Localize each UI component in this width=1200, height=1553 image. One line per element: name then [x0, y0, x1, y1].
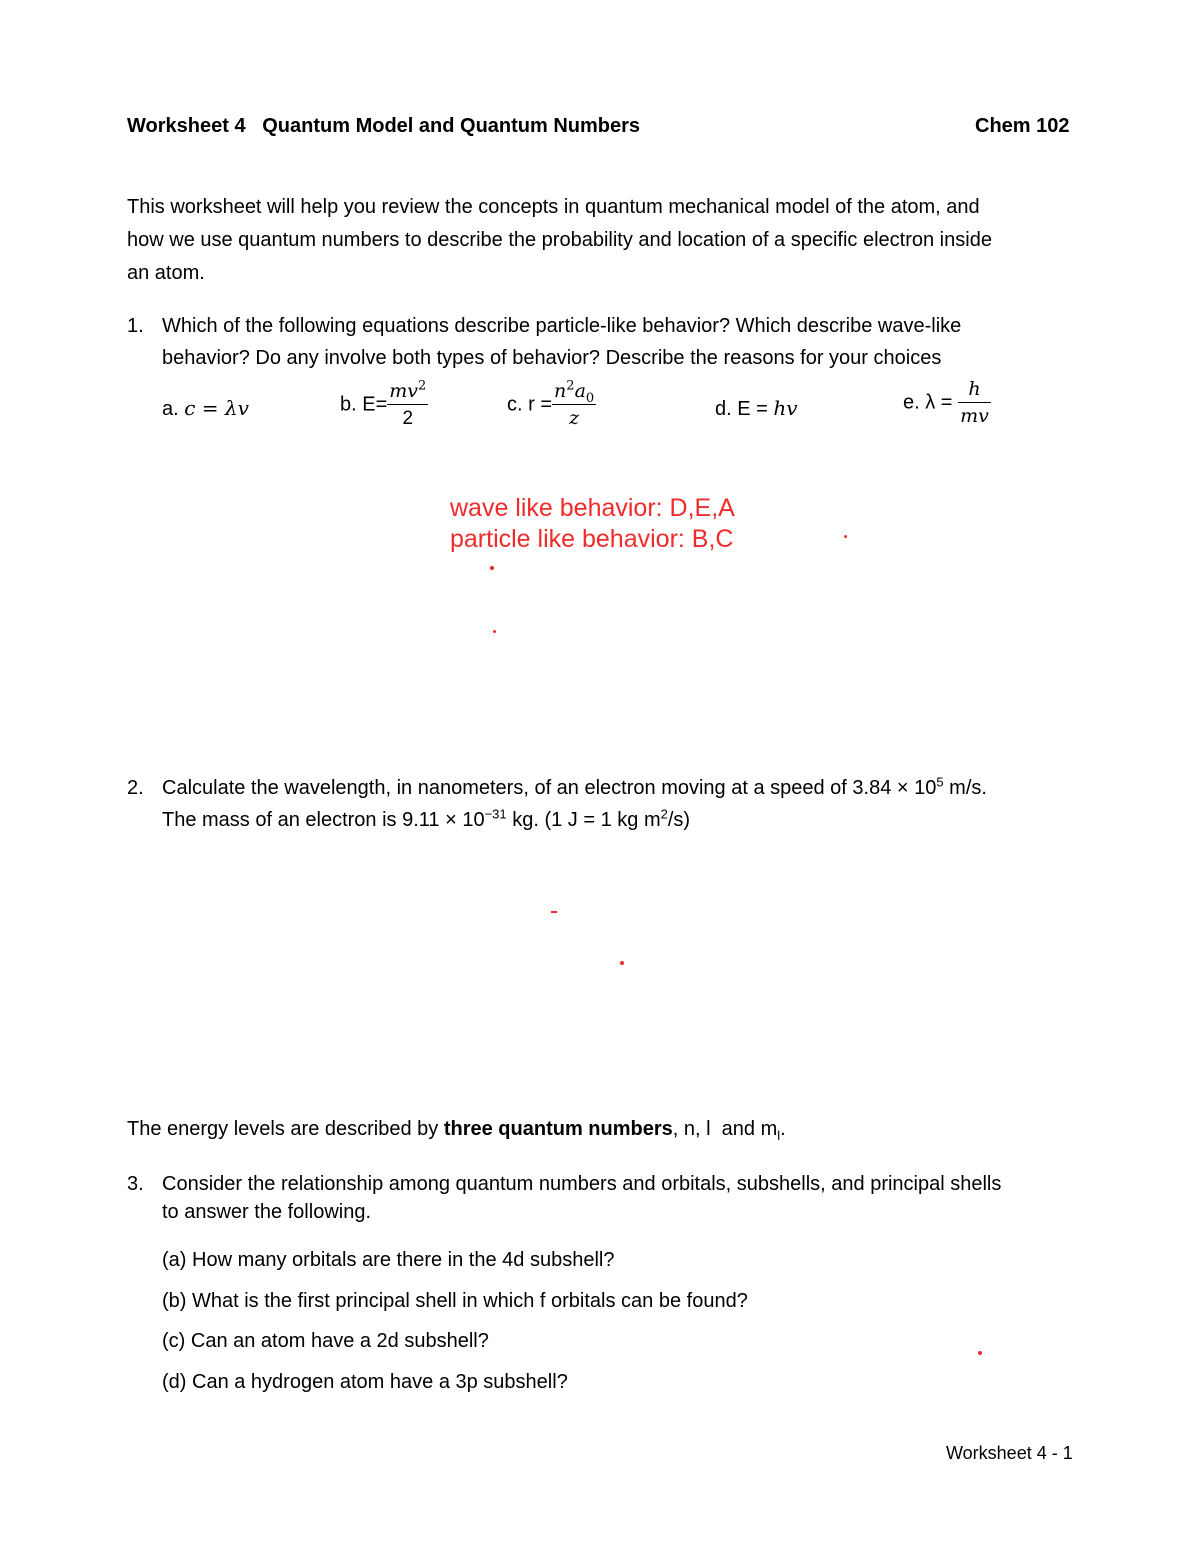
energy-text-bold: three quantum numbers	[443, 1118, 673, 1140]
ml-subscript: l	[777, 1128, 781, 1143]
annotation-dot	[844, 535, 847, 538]
q2-mass-unit: kg. (1 J = 1 kg m	[506, 809, 661, 831]
option-b-fraction: $\frac{mv^2}{2}$	[389, 378, 427, 429]
q3-part-a: (a) How many orbitals are there in the 4d subshell?	[162, 1249, 615, 1271]
annotation-dot	[620, 961, 624, 965]
option-a-equation: c = λv	[184, 396, 249, 420]
page-footer: Worksheet 4 - 1	[946, 1443, 1073, 1463]
q2-line-2	[162, 806, 691, 832]
q1-option-a	[162, 396, 249, 421]
q2-mass-exponent: −31	[484, 806, 507, 822]
q1-option-b	[340, 378, 428, 429]
worksheet-title: Worksheet 4 Quantum Model and Quantum Numbers	[127, 115, 641, 137]
q3-line-2: to answer the following.	[162, 1201, 372, 1223]
q3-part-d: (d) Can a hydrogen atom have a 3p subshell?	[162, 1371, 568, 1393]
q3-part-c: (c) Can an atom have a 2d subshell?	[162, 1330, 489, 1352]
option-d-equation: hv	[773, 396, 798, 420]
q1-answer-wave: wave like behavior: D,E,A	[450, 494, 735, 522]
q3-line-1: Consider the relationship among quantum numbers and orbitals, subshells, and principal shells	[162, 1173, 1002, 1195]
option-d-prefix: E =	[737, 398, 774, 420]
energy-text-start: The energy levels are described by	[127, 1118, 444, 1140]
q1-option-c	[507, 378, 596, 429]
energy-text-end: , n, l and m	[672, 1118, 778, 1140]
q2-speed-unit: m/s.	[943, 777, 987, 799]
q2-number: 2.	[127, 777, 144, 799]
intro-line-1: This worksheet will help you review the concepts in quantum mechanical model of the atom, and	[127, 196, 980, 218]
annotation-dash	[551, 911, 557, 913]
q2-m-exponent: 2	[660, 806, 668, 822]
q2-line-2-text: The mass of an electron is 9.11 × 10	[162, 809, 485, 831]
option-e-fraction: $\frac{h}{mv}$	[960, 378, 989, 427]
annotation-dot	[978, 1351, 982, 1355]
option-e-prefix: λ =	[925, 391, 953, 414]
q3-number: 3.	[127, 1173, 144, 1195]
annotation-dot	[490, 566, 494, 570]
option-a-label: a.	[162, 398, 179, 420]
option-d-label: d.	[715, 398, 732, 420]
q1-number: 1.	[127, 315, 144, 337]
q3-part-b: (b) What is the first principal shell in which f orbitals can be found?	[162, 1290, 748, 1312]
intro-line-3: an atom.	[127, 262, 205, 284]
q1-answer-particle: particle like behavior: B,C	[450, 525, 734, 553]
option-c-label: c.	[507, 393, 523, 416]
q2-line-1-text: Calculate the wavelength, in nanometers, of an electron moving at a speed of 3.84 × 10	[162, 777, 937, 799]
q2-closing: /s)	[667, 809, 691, 831]
annotation-dot	[493, 630, 496, 633]
q1-line-1: Which of the following equations describe particle-like behavior? Which describe wave-like	[162, 315, 962, 337]
q2-speed-exponent: 5	[936, 774, 944, 790]
energy-levels-statement	[127, 1118, 786, 1141]
q1-option-d	[715, 396, 798, 421]
course-label: Chem 102	[975, 115, 1070, 137]
intro-line-2: how we use quantum numbers to describe the probability and location of a specific electron inside	[127, 229, 992, 251]
option-b-prefix: E=	[362, 393, 388, 416]
q1-line-2: behavior? Do any involve both types of behavior? Describe the reasons for your choices	[162, 347, 942, 369]
option-e-label: e.	[903, 391, 920, 414]
option-c-prefix: r =	[528, 393, 553, 416]
q1-option-e	[903, 380, 991, 426]
option-c-fraction: $\frac{n^2a_0}{z}$	[554, 378, 595, 429]
energy-period: .	[780, 1118, 786, 1140]
option-b-label: b.	[340, 393, 357, 416]
q2-line-1	[162, 774, 987, 800]
